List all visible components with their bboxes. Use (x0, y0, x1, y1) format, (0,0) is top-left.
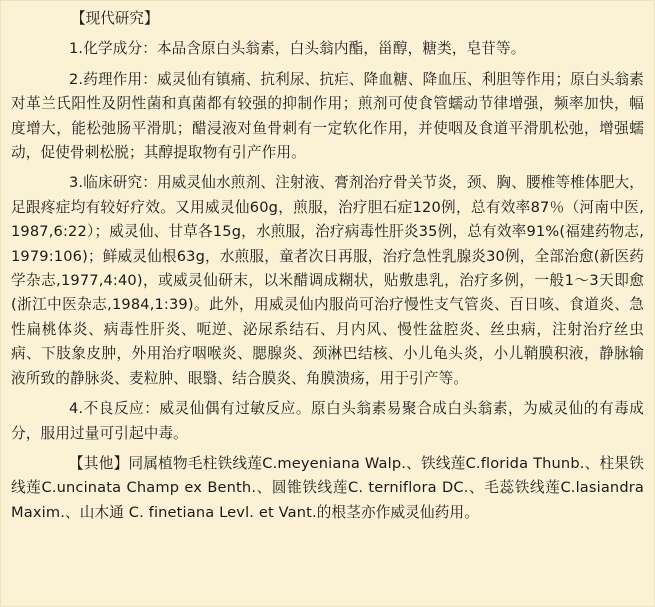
paragraph-pharmacology: 2.药理作用：威灵仙有镇痛、抗利尿、抗疟、降血糖、降血压、利胆等作用；原白头翁素对革兰氏阳性及阴性菌和真菌都有较强的抑制作用；煎剂可使食管蠕动节律增强，频率加快，幅度增大，能松弛肠平滑肌；醋浸液对鱼骨刺有一定软化作用，并使咽及食道平滑肌松弛，增强蠕动，促使骨刺松脱；其醇提取物有引产作用。 (11, 70, 644, 162)
paragraph-clinical-research: 3.临床研究：用威灵仙水煎剂、注射液、膏剂治疗骨关节炎，颈、胸、腰椎等椎体肥大，足跟疼症均有较好疗效。又用威灵仙60g，煎服，治疗胆石症120例，总有效率87％（河南中医,1987,6:22）；威灵仙、甘草各15g，水煎服，治疗病毒性肝炎35例，总有效率91%(福建药物志,1979:106)；鲜威灵仙根63g，水煎服，童者次日再服，治疗急性乳腺炎30例，全部治愈(新医药学杂志,1977,4:40)，或威灵仙研末，以米醋调成糊状，贴敷患乳，治疗多例，一般1～3天即愈(浙江中医杂志,1984,1:39)。此外，用威灵仙内服尚可治疗慢性支气管炎、百日咳、食道炎、急性扁桃体炎、病毒性肝炎、呃逆、泌尿系结石、月内风、慢性盆腔炎、丝虫病，注射治疗丝虫病、下肢象皮肿，外用治疗咽喉炎、腮腺炎、颈淋巴结核、小儿龟头炎，小儿鞘膜积液，静脉输液所致的静脉炎、麦粒肿、眼翳、结合膜炎、角膜溃疡，用于引产等。 (11, 174, 644, 387)
section-heading: 【现代研究】 (71, 10, 159, 27)
paragraph-adverse-reactions: 4.不良反应：威灵仙偶有过敏反应。原白头翁素易聚合成白头翁素，为威灵仙的有毒成分，服用过量可引起中毒。 (11, 400, 644, 442)
paragraph-other: 【其他】同属植物毛柱铁线莲C.meyeniana Walp.、铁线莲C.florida Thunb.、柱果铁线莲C.uncinata Champ ex Benth.、圆锥铁线莲C. terniflora DC.、毛蕊铁线莲C.lasiandra Maxim.、山木通 C. finetiana Levl. et Vant.的根茎亦作威灵仙药用。 (11, 454, 644, 521)
paragraph-chemical-composition: 1.化学成分：本品含原白头翁素，白头翁内酯，甾醇，糖类，皂苷等。 (69, 40, 526, 58)
